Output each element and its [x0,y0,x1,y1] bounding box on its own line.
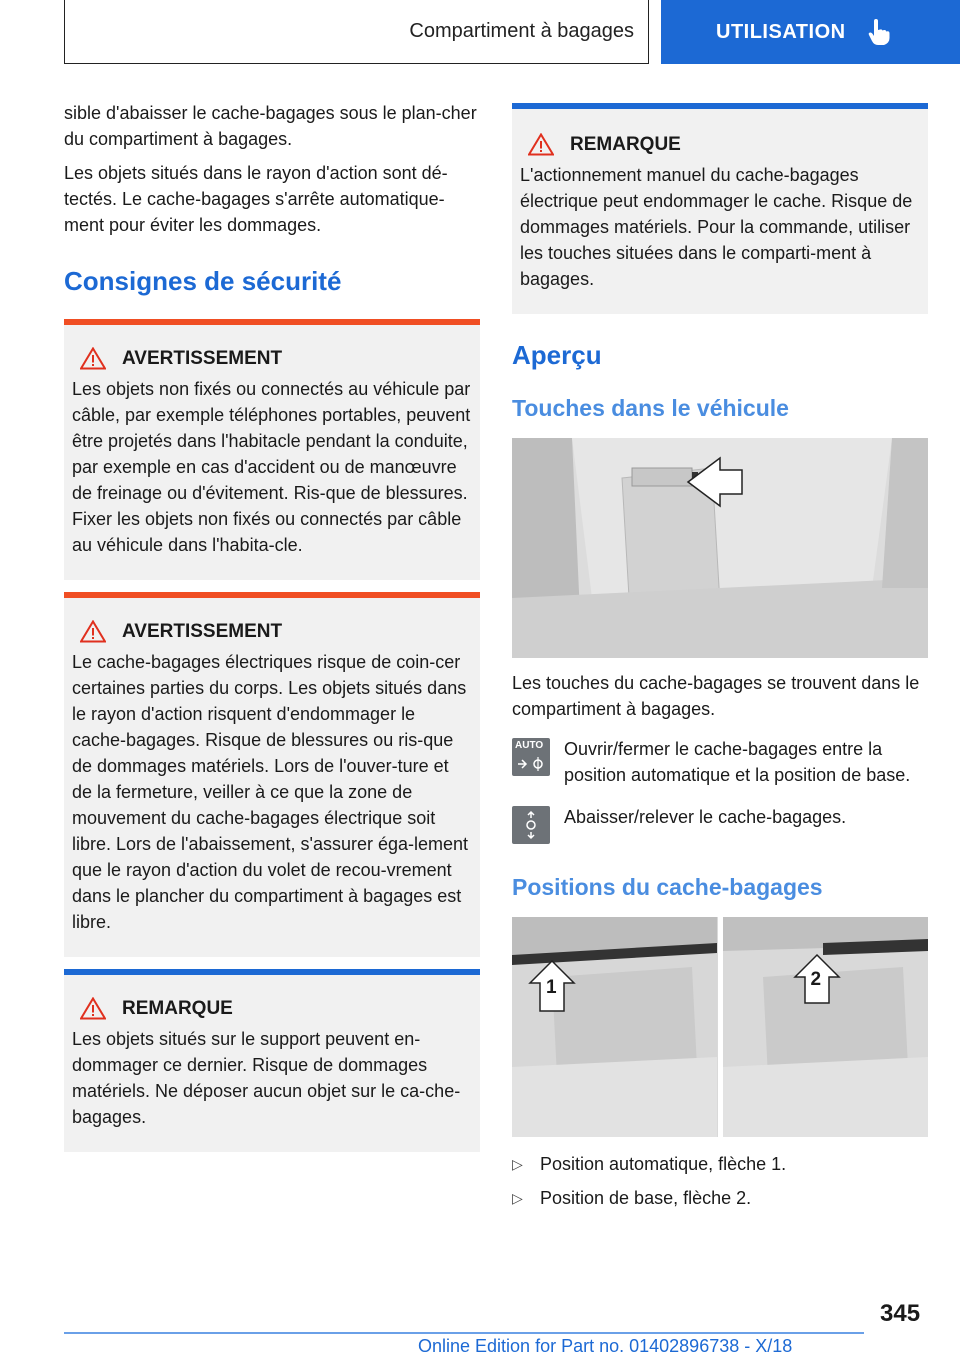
lower-button-description [512,804,928,844]
warning-text: Le cache-bagages électriques risque de coin-cer certaines parties du corps. Les objets situés dans le rayon d'action risquent d'endommager le cache-bagages. Risque de blessures ou ris-que de dommages matériels. Lors de l'ouver-ture et de la fermeture, veiller à ce que la zone de mouvement du cache-bagages électrique soit libre. Lors de l'abaissement, s'assurer éga-lement que le rayon d'action du volet de recou-vrement dans le plancher du compartiment à bagages est libre. [72,652,469,932]
arrow-label-2: 2 [810,969,822,990]
warning-box-1 [64,319,480,580]
triangle-bullet-icon: ▷ [512,1156,523,1172]
intro-paragraph-2: Les objets situés dans le rayon d'action sont dé-tectés. Le cache-bagages s'arrête automatique-ment pour éviter les dommages. [64,163,448,235]
chapter-title: Compartiment à bagages [64,0,649,64]
remark-title: REMARQUE [570,133,681,155]
remark-title: REMARQUE [122,997,233,1019]
warning-title: AVERTISSEMENT [122,347,283,369]
position-photo-1 [512,917,718,1137]
positions-photos [512,917,928,1137]
trunk-buttons-photo [512,438,928,658]
buttons-caption: Les touches du cache-bagages se trouvent dans le compartiment à bagages. [512,673,920,719]
lower-raise-button-icon [512,806,550,844]
arrow-label-1: 1 [546,977,557,998]
edition-footer: Online Edition for Part no. 01402896738 - X/18 [418,1336,793,1356]
position-photo-2 [723,917,929,1137]
left-column [64,100,480,1164]
warning-title: AVERTISSEMENT [122,620,283,642]
warning-box-2 [64,592,480,957]
list-item: ▷ Position automatique, flèche 1. [512,1151,928,1177]
warning-text: Les objets non fixés ou connectés au véhicule par câble, par exemple téléphones portables, peuvent être projetés dans l'habitacle pendant la conduite, par exemple en cas d'accident ou de manœuvre de freinage ou d'évitement. Ris-que de blessures. Fixer les objets non fixés ou connectés par câble au véhicule dans l'habita-cle. [72,379,471,555]
warning-triangle-icon [528,133,554,156]
triangle-bullet-icon: ▷ [512,1190,523,1206]
remark-text: L'actionnement manuel du cache-bagages électrique peut endommager le cache. Risque de dommages matériels. Pour la commande, utiliser les touches situées dans le comparti-ment à bagages. [520,165,913,289]
auto-button-description [512,736,928,788]
positions-list [512,1151,928,1211]
warning-triangle-icon [80,620,106,643]
overview-heading: Aperçu [512,340,602,370]
buttons-subheading: Touches dans le véhicule [512,395,789,421]
hand-pointer-icon [868,19,890,45]
remark-box-right [512,103,928,314]
positions-subheading: Positions du cache-bagages [512,874,823,900]
remark-box-left [64,969,480,1152]
remark-text: Les objets situés sur le support peuvent en-dommager ce dernier. Risque de dommages matériels. Ne déposer aucun objet sur le ca-che-bagages. [72,1029,461,1127]
section-label: UTILISATION [716,20,846,43]
page-number: 345 [880,1300,921,1327]
footer-divider [64,1332,864,1334]
auto-button-text: Ouvrir/fermer le cache-bagages entre la position automatique et la position de base. [564,739,911,785]
list-item: ▷ Position de base, flèche 2. [512,1185,928,1211]
lower-button-text: Abaisser/relever le cache-bagages. [564,807,847,827]
auto-button-icon: AUTO [512,738,550,776]
intro-paragraph-1: sible d'abaisser le cache-bagages sous le plan-cher du compartiment à bagages. [64,103,477,149]
section-tab [661,0,960,64]
safety-heading: Consignes de sécurité [64,266,342,296]
right-column [512,103,928,1219]
warning-triangle-icon [80,997,106,1020]
warning-triangle-icon [80,347,106,370]
